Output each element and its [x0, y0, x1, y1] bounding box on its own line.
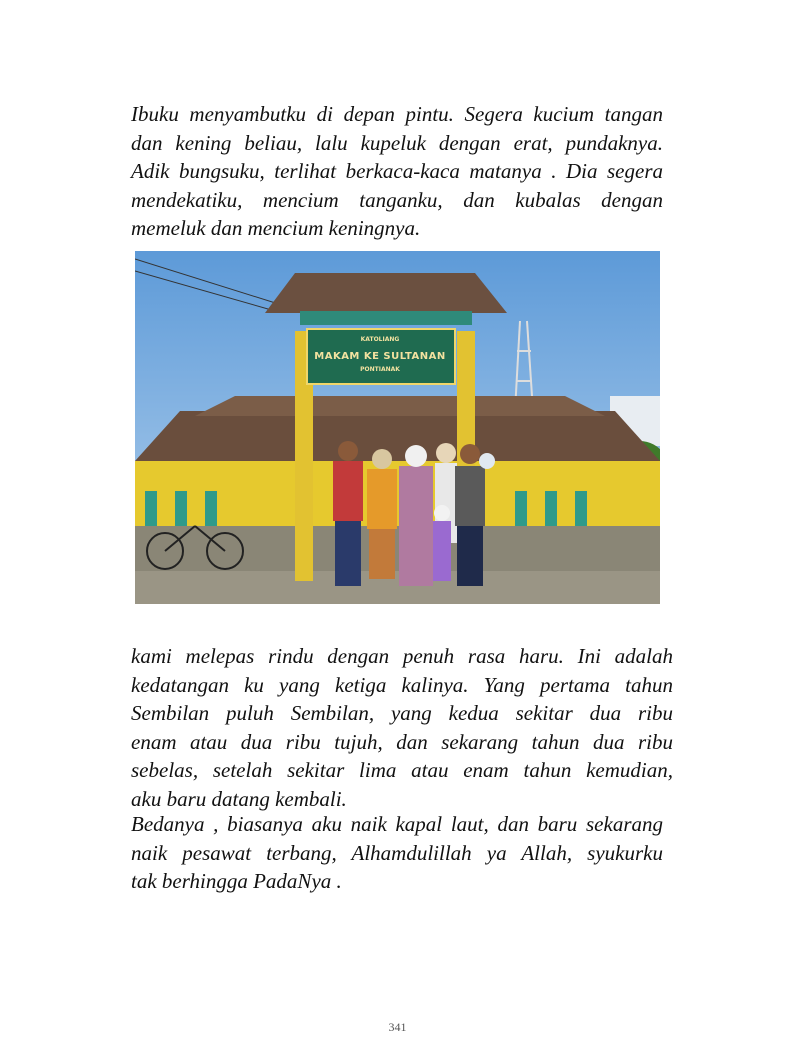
paragraph-2-line: kedatangan ku yang ketiga kalinya. Yang pertama tahun	[131, 672, 673, 697]
paragraph-2-line: enam atau dua ribu tujuh, dan sekarang tahun dua ribu	[131, 729, 673, 754]
paragraph-3-line: Bedanya , biasanya aku naik kapal laut, dan baru sekarang	[131, 812, 663, 836]
paragraph-2-line: kami melepas rindu dengan penuh rasa haru. Ini adalah	[131, 644, 673, 668]
sign-top-text: KATOLIANG	[360, 336, 400, 343]
paragraph-3	[131, 810, 663, 896]
paragraph-2-line: aku baru datang kembali.	[131, 786, 347, 811]
photo-illustration	[135, 251, 660, 604]
paragraph-3-line: tak berhingga PadaNya .	[131, 869, 342, 893]
family-photo	[135, 251, 660, 604]
sign-bottom-text: PONTIANAK	[360, 366, 400, 373]
paragraph-1-line: Adik bungsuku, terlihat berkaca-kaca matanya . Dia segera	[131, 159, 663, 183]
paragraph-1-line: dan kening beliau, lalu kupeluk dengan erat, pundaknya.	[131, 130, 663, 155]
sign-main-text: MAKAM KE SULTANAN	[314, 351, 446, 362]
paragraph-3-line: naik pesawat terbang, Alhamdulillah ya Allah, syukurku	[131, 840, 663, 865]
paragraph-2	[131, 642, 673, 813]
page-number: 341	[388, 1020, 407, 1034]
paragraph-2-line: sebelas, setelah sekitar lima atau enam tahun kemudian,	[131, 758, 673, 782]
paragraph-1-line: Ibuku menyambutku di depan pintu. Segera kucium tangan	[131, 102, 663, 126]
paragraph-1-line: mendekatiku, mencium tanganku, dan kubalas dengan	[131, 187, 663, 212]
paragraph-1	[131, 100, 663, 243]
paragraph-1-line: memeluk dan mencium keningnya.	[131, 216, 421, 240]
paragraph-2-line: Sembilan puluh Sembilan, yang kedua sekitar dua ribu	[131, 701, 673, 725]
